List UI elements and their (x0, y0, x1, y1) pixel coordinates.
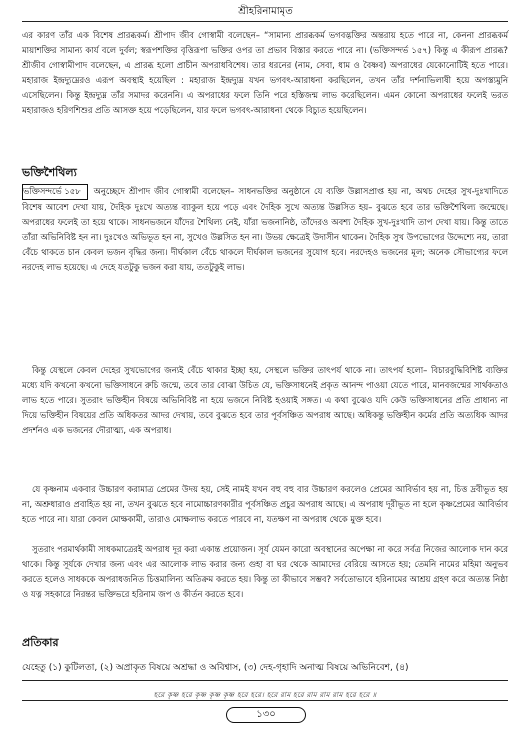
footer-rule-bottom (22, 700, 508, 701)
header-rule (22, 21, 508, 22)
paragraph-shaithilya (22, 184, 508, 275)
paragraph-shaithilya-text: অনুচ্ছেদে শ্রীপাদ জীব গোস্বামী বলেছেন– সাধনভক্তির অনুষ্ঠানে যে ব্যক্তি উল্লাসপ্রাপ্ত হয় না, অথচ দেহের সুখ-দুঃখাদিতে বিশেষ আবেশ দেখা যায়, দৈহিক দুঃখে অত্যন্ত ব্যাকুল হয়ে পড়ে এবং দৈহিক সুখে অত্যন্ত উল্লসিত হয়– বুঝতে হবে তার ভক্তিশৈথিল্য জন্মেছে। অপরাধের ফলেই তা হয়ে থাকে। সাধনভজনে যাঁদের শৈথিল্য নেই, যাঁরা ভজনানিষ্ঠ, তাঁদেরও অবশ্য দৈহিক সুখ-দুঃখাদি তাপ দেখা যায়। কিন্তু তাতে তাঁরা অভিনিবিষ্ট হন না। দুঃখেও অভিভূত হন না, সুখেও উল্লসিত হন না। উভয় ক্ষেত্রেই উদাসীন থাকেন। দৈহিক সুখ উপভোগের উদ্দেশ্যে নয়, তারা বেঁচে থাকতে চান কেবল ভজন বৃদ্ধির জন্য। দীর্ঘকাল বেঁচে থাকলে দীর্ঘকাল ভজনের সুযোগ হবে। নরদেহও ভজনের মূল; অনেক সৌভাগ্যের ফলে নরদেহ লাভ হয়েছে। এ দেহে যতটুকু ভজন করা যায়, ততটুকুই লাভ। (22, 186, 508, 272)
footer-mantra: হরে কৃষ্ণ হরে কৃষ্ণ কৃষ্ণ কৃষ্ণ হরে হরে। হরে রাম হরে রাম রাম রাম হরে হরে ॥ (153, 691, 377, 699)
paragraph-aparadh-mukti: সুতরাং পরমার্থকামী সাধকমাত্রেরই অপরাধ দূর করা একান্ত প্রয়োজন। সূর্য যেমন কারো অবস্থানের অপেক্ষা না করে সর্বত্র নিজের আলোক দান করে থাকে। কিন্তু সূর্যকে দেখার জন্য এবং এর আলোক লাভ করার জন্য গুহা বা ঘর থেকে আমাদের বেরিয়ে আসতে হয়; তেমনি নামের মহিমা অনুভব করতে হলেও সাধককে অপরাধজনিত চিত্তমালিন্য অতিক্রম করতে হয়। কিন্তু তা কীভাবে সম্ভব? সর্বতোভাবে হরিনামের আশ্রয় গ্রহণ করে অত্যন্ত নিষ্ঠা ও যত্ন সহকারে নিরন্তর ভক্তিভরে হরিনাম জপ ও কীর্তন করতে হবে। (22, 544, 508, 599)
paragraph-sukhbhog: কিন্তু যেস্থলে কেবল দেহের সুখভোগের জন্যই বেঁচে থাকার ইচ্ছা হয়, সেস্থলে ভক্তির তাৎপর্য থাকে না। তাৎপর্য হলো– বিচারবুদ্ধিবিশিষ্ট ব্যক্তির মধ্যে যদি কখনো কখনো ভক্তিসাধনে রুচি জন্মে, তবে তার বোঝা উচিত যে, ভক্তিসাধনেই প্রকৃত আনন্দ পাওয়া যেতে পারে, মানবজন্মের সার্থকতাও লাভ হতে পারে। সুতরাং ভক্তিহীন বিষয়ে অভিনিবিষ্ট না হয়ে ভজনে নিবিষ্ট হওয়াই সঙ্গত। এ কথা বুঝেও যদি কেউ ভক্তিসাধনের প্রতি প্রাধান্য না দিয়ে ভক্তিহীন বিষয়ের প্রতি অধিকতর আদর দেখায়, তবে বুঝতে হবে তার পূর্বসঞ্চিত অপরাধ আছে। অধিকন্তু ভক্তিহীন কর্মের প্রতি অত্যধিক আদর প্রদর্শনও এক ভজনের দৌরাত্ম্য, এক অপরাধ। (22, 365, 508, 435)
page-number: ১৩০ (226, 707, 306, 723)
section-heading-pratikar: প্রতিকার (22, 636, 59, 649)
paragraph-prarabdha: এর কারণ তাঁর এক বিশেষ প্রারব্ধকর্ম। শ্রীপাদ জীব গোস্বামী বলেছেন– “সামান্য প্রারব্ধকর্ম ভগবদ্ভক্তির অন্তরায় হতে পারে না, কেননা প্রারব্ধকর্ম মায়াশক্তির সামান্য কার্য বলে দুর্বল; স্বরূপশক্তির বৃত্তিরূপা ভক্তির ওপর তা প্রভাব বিস্তার করতে পারে না। (ভক্তিসন্দর্ভ ১৫৭) কিন্তু এ কীরূপ প্রারব্ধ? শ্রীজীব গোস্বামীপাদ বলেছেন, এ প্রারব্ধ হলো প্রাচীন অপরাধবিশেষ। তার ধরনের (নাম, সেবা, ধাম ও বৈষ্ণব) অপরাধের যেকোনোটিই হতে পারে। মহারাজ ইন্দ্রদ্যুম্নেরও এরূপ অবস্থাই হয়েছিল : মহারাজ ইন্দ্রদ্যুম্ন যখন ভগবৎ-আরাধনা করছিলেন, তখন তাঁর দর্শনাভিলাষী হয়ে অগস্ত্যমুনি এসেছিলেন। কিন্তু ইন্দ্রদ্যুম্ন তাঁর সমাদর করেননি। এ অপরাধের ফলে তিনি পরে হস্তিজন্ম লাভ করেছিলেন। এমন কোনো অপরাধের ফলেই ভরত মহারাজও হরিণশিশুর প্রতি আসক্ত হয়ে পড়েছিলেন, যার ফলে ভগবৎ-আরাধনা থেকে বিচ্যুত হয়েছিলেন। (22, 30, 508, 115)
section-heading-bhakti-shaithilya: ভক্তিশৈথিল্য (22, 166, 77, 179)
boxed-reference: ভক্তিসন্দর্ভে ১৫৮ (22, 184, 88, 200)
footer-rule-top (22, 680, 508, 681)
running-head: শ্রীহরিনামামৃত (238, 6, 293, 17)
paragraph-krishnanam: যে কৃষ্ণনাম একবার উচ্চারণ করামাত্র প্রেমের উদয় হয়, সেই নামই যখন বহু বহু বার উচ্চারণ করলেও প্রেমের আবির্ভাব হয় না, চিত্ত দ্রবীভূত হয় না, অশ্রুধারাও প্রবাহিত হয় না, তখন বুঝতে হবে নামোচ্চারণকারীর পূর্বসঞ্চিত প্রচুর অপরাধ আছে। এ অপরাধ দূরীভূত না হলে কৃষ্ণপ্রেমের আবির্ভাব হতে পারে না। যারা কেবল মোক্ষকামী, তারাও মোক্ষলাভ করতে পারবে না, যতক্ষণ না অপরাধ থেকে মুক্ত হবে। (22, 484, 508, 524)
remedy-line: যেহেতু (১) কুটিলতা, (২) অপ্রাকৃত বিষয়ে অশ্রদ্ধা ও অবিশ্বাস, (৩) দেহ-গৃহাদি অনাত্ম বিষয়ে অভিনিবেশ, (৪) (22, 663, 409, 673)
